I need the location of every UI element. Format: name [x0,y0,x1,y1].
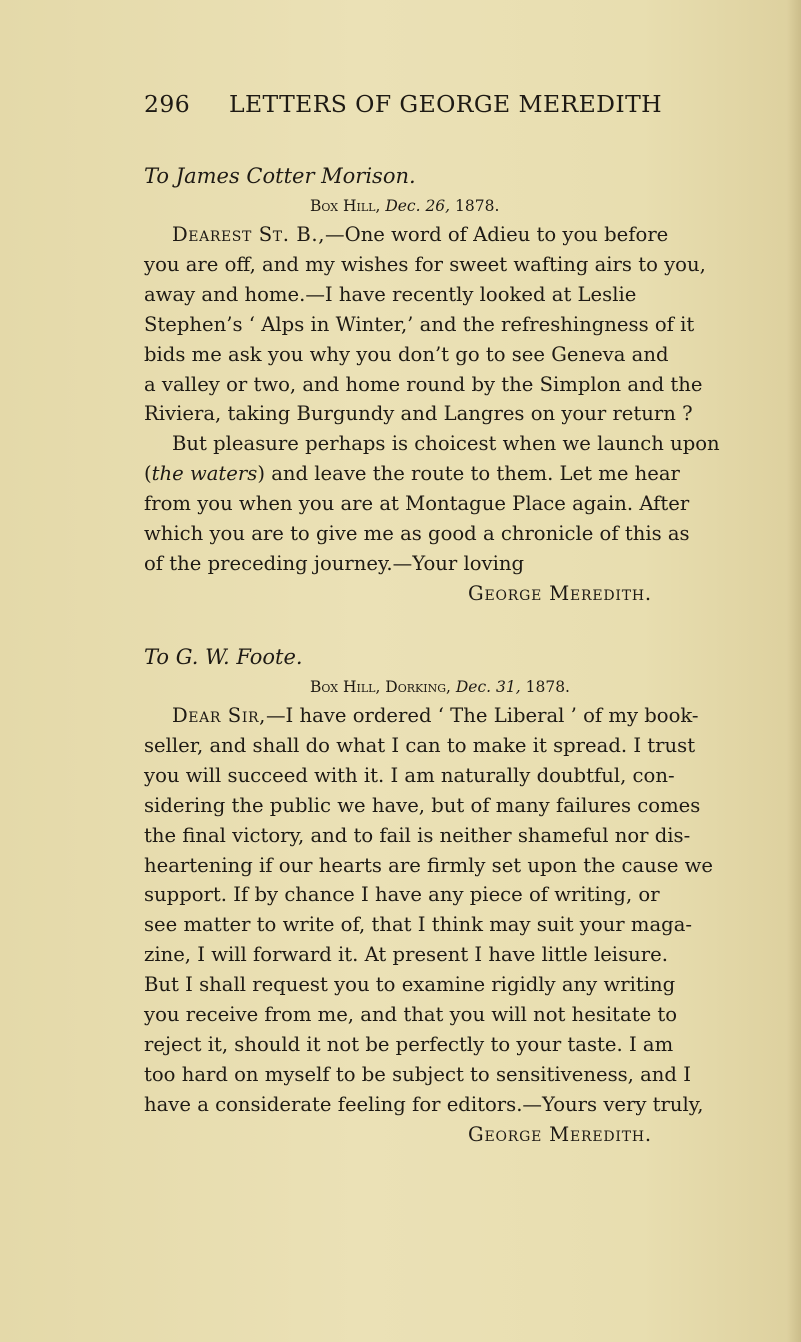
letter-dateline [144,194,784,218]
letter-line: Stephen’s ‘ Alps in Winter,’ and the refreshingness of it [144,312,695,336]
letter-foote [144,643,784,1150]
letter-date: Dec. 31, [455,678,521,696]
letter-line: reject it, should it not be perfectly to your taste. I am [144,1032,674,1056]
page-edge-shadow [787,0,801,1342]
letter-line: Dearest St. B.,—One word of Adieu to you before [172,223,669,246]
page-number: 296 [144,90,191,118]
letter-salutation: Dearest St. B., [172,223,326,246]
letter-dateline [144,675,784,699]
letter-line: which you are to give me as good a chronicle of this as [144,522,690,546]
letter-line: you receive from me, and that you will not hesitate to [144,1003,678,1027]
letter-line: bids me ask you why you don’t go to see Geneva and [144,342,669,366]
letter-line: heartening if our hearts are firmly set upon the cause we [144,853,714,877]
letter-line: sidering the public we have, but of many failures comes [144,793,701,817]
letter-line: zine, I will forward it. At present I have little leisure. [144,943,668,967]
letter-year: 1878. [455,197,500,215]
letter-line: from you when you are at Montague Place again. After [144,492,690,516]
letter-morison [144,162,784,609]
letter-signature: George Meredith. [468,1122,652,1146]
letter-line: seller, and shall do what I can to make it spread. I trust [144,733,696,757]
letter-line: away and home.—I have recently looked at Leslie [144,282,637,306]
letter-line: too hard on myself to be subject to sensitiveness, and I [144,1062,691,1086]
italic-phrase: the waters [151,462,258,486]
letter-date: Dec. 26, [385,197,451,215]
running-head-title: LETTERS OF GEORGE MEREDITH [229,90,663,118]
letter-line: Riviera, taking Burgundy and Langres on your return ? [144,402,693,426]
letter-year: 1878. [525,678,570,696]
letter-line: But I shall request you to examine rigidly any writing [144,973,676,997]
running-header [144,90,704,126]
letter-line: a valley or two, and home round by the Simplon and the [144,372,703,396]
letter-signature: George Meredith. [468,581,652,605]
letter-line: have a considerate feeling for editors.—Yours very truly, [144,1092,704,1116]
letter-line: you are off, and my wishes for sweet wafting airs to you, [144,252,706,276]
letter-line: But pleasure perhaps is choicest when we launch upon [172,432,720,456]
letter-line: Dear Sir,—I have ordered ‘ The Liberal ’ of my book- [172,704,699,727]
letter-recipient: To James Cotter Morison. [144,164,416,188]
letter-line: you will succeed with it. I am naturally doubtful, con- [144,763,675,787]
letter-recipient: To G. W. Foote. [144,645,303,669]
letter-line: (the waters) and leave the route to them. Let me hear [144,462,680,486]
letter-line: of the preceding journey.—Your loving [144,551,525,575]
letter-place: Box Hill, [310,197,381,215]
letter-salutation: Dear Sir, [172,704,266,727]
letter-line: see matter to write of, that I think may suit your maga- [144,913,692,937]
letter-line: support. If by chance I have any piece of writing, or [144,883,660,907]
letter-place: Box Hill, Dorking, [310,678,451,696]
letter-line: the final victory, and to fail is neither shameful nor dis- [144,823,691,847]
